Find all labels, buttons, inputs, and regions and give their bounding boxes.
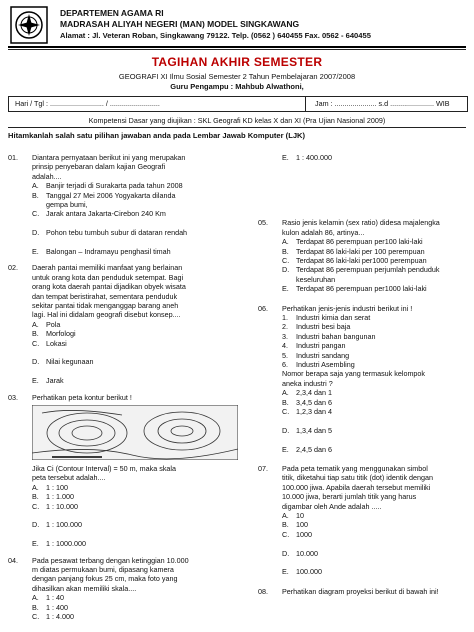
option-letter[interactable]: 6. — [282, 360, 288, 369]
option-letter[interactable]: E. — [282, 284, 289, 294]
question-text: Rasio jenis kelamin (sex ratio) didesa majalengka — [282, 218, 440, 228]
option-letter[interactable]: A. — [32, 181, 39, 191]
option-letter[interactable]: C. — [32, 612, 40, 621]
question-text: Pada pesawat terbang dengan ketinggian 10.000 — [32, 555, 189, 565]
contour-map-image — [32, 405, 238, 460]
question-number: 02. — [8, 263, 18, 273]
header-line-2: MADRASAH ALIYAH NEGERI (MAN) MODEL SINGKAWANG — [60, 19, 300, 29]
hari-field: Hari / Tgl : ........................... / ......................... — [15, 99, 160, 108]
option-letter[interactable]: B. — [32, 492, 39, 502]
left-column — [8, 153, 236, 632]
header-line-1: DEPARTEMEN AGAMA RI — [60, 8, 164, 18]
jam-field: Jam : ..................... s.d ...................... WIB — [315, 99, 450, 108]
option-letter[interactable]: D. — [32, 357, 40, 367]
option-text: 1,3,4 dan 5 — [296, 425, 332, 435]
question-number: 07. — [258, 464, 268, 473]
question-text: Jika Ci (Contour Interval) = 50 m, maka skala — [32, 464, 177, 473]
option-text: keseluruhan — [296, 274, 336, 284]
option-text: 2,4,5 dan 6 — [296, 444, 332, 454]
option-text: Pohon tebu tumbuh subur di dataran rendah — [46, 228, 188, 238]
option-text: Banjir terjadi di Surakarta pada tahun 2008 — [46, 181, 183, 191]
option-letter[interactable]: A. — [32, 482, 39, 492]
option-text: Jarak antara Jakarta-Cirebon 240 Km — [46, 209, 166, 219]
question-text: 100.000 jiwa. Apabila daerah tersebut memiliki — [282, 482, 431, 492]
option-letter[interactable]: A. — [282, 388, 289, 398]
option-letter[interactable]: C. — [32, 338, 40, 348]
question-text: adalah.... — [32, 171, 62, 181]
option-text: Pola — [46, 319, 61, 329]
page-title: TAGIHAN AKHIR SEMESTER — [151, 55, 323, 69]
option-letter[interactable]: B. — [282, 520, 289, 530]
option-text: Morfologi — [46, 329, 76, 339]
option-letter[interactable]: A. — [282, 511, 289, 520]
option-text: 10.000 — [296, 548, 318, 558]
question-number: 05. — [258, 218, 268, 228]
question-number: 03. — [8, 392, 18, 402]
question-text: aneka industri ? — [282, 378, 333, 388]
kompetensi-text: Kompetensi Dasar yang diujikan : SKL Geografi KD kelas X dan XI (Pra Ujian Nasional 2009) — [88, 116, 386, 125]
box-divider — [305, 97, 306, 111]
option-letter[interactable]: E. — [282, 567, 289, 577]
question-text: m diatas permukaan bumi, dipasang kamera — [32, 565, 174, 574]
question-text: Perhatikan diagram proyeksi berikut di bawah ini! — [282, 586, 439, 596]
option-letter[interactable]: 5. — [282, 350, 288, 360]
option-text: 1,2,3 dan 4 — [296, 407, 332, 416]
question-text: sekitar pantai tidak menganggap barang aneh — [32, 301, 179, 310]
option-text: Terdapat 86 perempuan per1000 laki-laki — [296, 284, 427, 294]
option-text: 1 : 100.000 — [46, 520, 82, 530]
option-letter[interactable]: E. — [282, 444, 289, 454]
question-number: 08. — [258, 586, 268, 596]
option-text: Terdapat 86 laki-laki per 100 perempuan — [296, 246, 425, 256]
question-number: 01. — [8, 153, 18, 162]
option-text: gempa bumi, — [46, 200, 88, 209]
option-text: 1 : 400 — [46, 602, 68, 612]
option-letter[interactable]: D. — [282, 425, 290, 435]
option-text: Jarak — [46, 376, 64, 386]
instruction-text: Hitamkanlah salah satu pilihan jawaban anda pada Lembar Jawab Komputer (LJK) — [8, 131, 306, 140]
option-text: 1 : 400.000 — [296, 153, 332, 162]
question-text: lagi. Hal ini didalam geografi disebut konsep.... — [32, 310, 181, 320]
question-text: dihasilkan akan memiliki skala.... — [32, 583, 137, 593]
option-text: 1 : 1000.000 — [46, 539, 86, 549]
question-text: 10.000 jiwa, berarti jumlah titik yang harus — [282, 492, 417, 502]
option-letter[interactable]: A. — [32, 319, 39, 329]
kompetensi-divider — [8, 127, 466, 128]
right-column — [258, 153, 468, 632]
option-letter[interactable]: E. — [282, 153, 289, 162]
option-letter[interactable]: B. — [32, 190, 39, 200]
question-text: titik, diketahui tiap satu titik (dot) identik dengan — [282, 473, 434, 483]
question-text: Perhatikan jenis-jenis industri berikut ini ! — [282, 303, 413, 313]
question-text: prinsip penyebaran dalam kajian Geografi — [32, 162, 166, 172]
option-text: 100 — [296, 520, 308, 530]
option-text: Industri pangan — [296, 341, 346, 351]
option-letter[interactable]: A. — [32, 593, 39, 603]
question-text: Pada peta tematik yang menggunakan simbol — [282, 464, 428, 473]
option-text: 1 : 1.000 — [46, 492, 74, 502]
option-letter[interactable]: B. — [282, 246, 289, 256]
option-text: 1 : 100 — [46, 482, 68, 492]
option-text: Balongan – Indramayu penghasil timah — [46, 247, 171, 256]
question-text: Daerah pantai memiliki manfaat yang berlainan — [32, 263, 183, 273]
question-number: 06. — [258, 303, 268, 313]
question-text: dan tempat beristirahat, sementara penduduk — [32, 291, 178, 301]
option-letter[interactable]: D. — [32, 520, 40, 530]
header-divider-thin — [8, 49, 466, 50]
option-text: Industri besi baja — [296, 322, 351, 332]
question-text: Diantara pernyataan berikut ini yang merupakan — [32, 153, 186, 162]
option-text: Terdapat 86 perempuan perjumlah penduduk — [296, 265, 440, 275]
school-logo — [10, 6, 48, 44]
subtitle-subject: GEOGRAFI XI Ilmu Sosial Semester 2 Tahun Pembelajaran 2007/2008 — [118, 72, 356, 81]
option-text: Industri kimia dan serat — [296, 313, 371, 322]
question-number: 04. — [8, 555, 18, 565]
option-letter[interactable]: B. — [32, 329, 39, 339]
question-text: kulon adalah 86, artinya... — [282, 227, 365, 237]
question-text: orang kota daerah pantai dijadikan obyek wisata — [32, 282, 186, 292]
option-letter[interactable]: 4. — [282, 341, 288, 351]
subtitle-teacher: Guru Pengampu : Mahbub Alwathoni, — [170, 82, 304, 91]
option-text: Industri sandang — [296, 350, 350, 360]
option-letter[interactable]: B. — [32, 602, 39, 612]
option-letter[interactable]: E. — [32, 539, 39, 549]
option-letter[interactable]: 3. — [282, 331, 288, 341]
option-text: Terdapat 86 laki-laki per1000 perempuan — [296, 256, 427, 265]
option-letter[interactable]: C. — [282, 529, 290, 539]
question-text: peta tersebut adalah.... — [32, 473, 106, 483]
option-letter[interactable]: D. — [282, 548, 290, 558]
option-text: Nilai kegunaan — [46, 357, 94, 367]
option-letter[interactable]: D. — [282, 265, 290, 275]
option-letter[interactable]: C. — [32, 501, 40, 511]
option-text: Terdapat 86 perempuan per100 laki-laki — [296, 237, 423, 247]
option-letter[interactable]: C. — [32, 209, 40, 219]
option-letter[interactable]: E. — [32, 376, 39, 386]
question-text: Nomor berapa saja yang termasuk kelompok — [282, 369, 426, 379]
option-letter[interactable]: 1. — [282, 313, 288, 322]
option-letter[interactable]: D. — [32, 228, 40, 238]
question-text: Perhatikan peta kontur berikut ! — [32, 392, 132, 402]
question-text: dengan panjang fokus 25 cm, maka foto yang — [32, 574, 178, 584]
option-text: 1 : 10.000 — [46, 501, 78, 511]
option-text: 100.000 — [296, 567, 322, 577]
date-time-box — [8, 96, 468, 112]
option-text: 1000 — [296, 529, 312, 539]
option-text: Industri bahan bangunan — [296, 331, 376, 341]
question-text: untuk orang kota dan penduduk setempat. Bagi — [32, 272, 184, 282]
option-letter[interactable]: E. — [32, 247, 39, 256]
option-text: Lokasi — [46, 338, 67, 348]
option-letter[interactable]: A. — [282, 237, 289, 247]
option-text: 10 — [296, 511, 304, 520]
option-letter[interactable]: C. — [282, 256, 290, 265]
option-letter[interactable]: C. — [282, 407, 290, 416]
question-text: digambar oleh Ande adalah ..... — [282, 501, 382, 511]
option-text: 3,4,5 dan 6 — [296, 397, 332, 407]
option-letter[interactable]: 2. — [282, 322, 288, 332]
option-letter[interactable]: B. — [282, 397, 289, 407]
option-text: Tanggal 27 Mei 2006 Yogyakarta dilanda — [46, 190, 176, 200]
header-divider — [8, 46, 466, 48]
header-line-3: Alamat : Jl. Veteran Roban, Singkawang 79122. Telp. (0562 ) 640455 Fax. 0562 - 640455 — [60, 31, 371, 40]
option-text: 1 : 40 — [46, 593, 64, 603]
option-text: Industri Asembling — [296, 360, 355, 369]
option-text: 2,3,4 dan 1 — [296, 388, 332, 398]
option-text: 1 : 4.000 — [46, 612, 74, 621]
